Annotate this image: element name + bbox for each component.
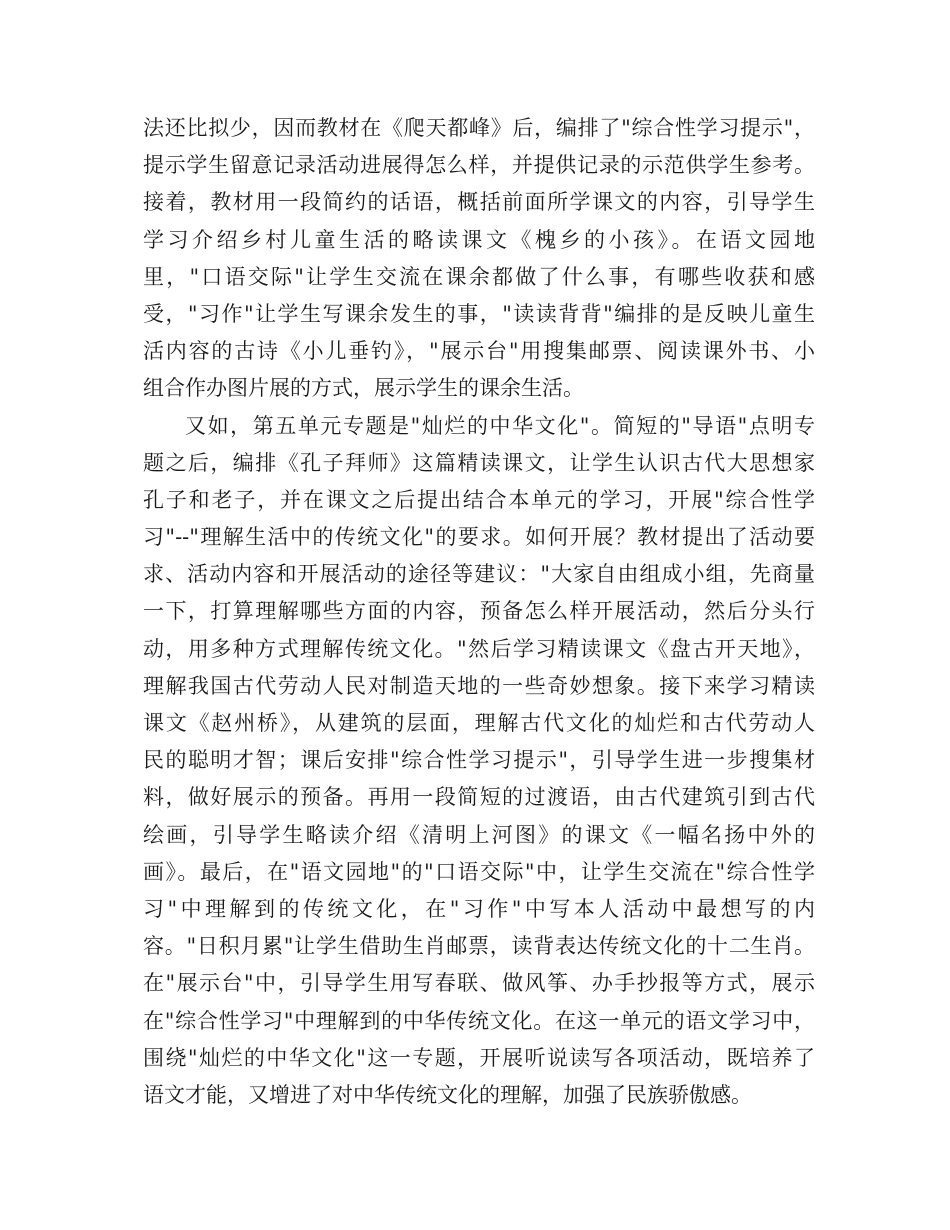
body-text (143, 110, 815, 1114)
text-line: 语文才能，又增进了对中华传统文化的理解，加强了民族骄傲感。 (143, 1082, 752, 1107)
text-line: 组合作办图片展的方式，展示学生的课余生活。 (143, 376, 584, 401)
text-line: 学习介绍乡村儿童生活的略读课文《槐乡的小孩》。在语文园地 (143, 227, 815, 252)
text-line: 理解我国古代劳动人民对制造天地的一些奇妙想象。接下来学习精读 (143, 673, 815, 698)
text-line: 习"--"理解生活中的传统文化"的要求。如何开展？教材提出了活动要 (143, 525, 815, 550)
text-line: 题之后，编排《孔子拜师》这篇精读课文，让学生认识古代大思想家 (143, 450, 815, 475)
text-line: 一下，打算理解哪些方面的内容，预备怎么样开展活动，然后分头行 (143, 599, 815, 624)
text-line: 受，"习作"让学生写课余发生的事，"读读背背"编排的是反映儿童生 (143, 301, 815, 326)
text-line: 民的聪明才智；课后安排"综合性学习提示"，引导学生进一步搜集材 (143, 748, 815, 773)
text-line: 料，做好展示的预备。再用一段简短的过渡语，由古代建筑引到古代 (143, 785, 815, 810)
text-line: 提示学生留意记录活动进展得怎么样，并提供记录的示范供学生参考。 (143, 153, 815, 178)
text-line: 法还比拟少，因而教材在《爬天都峰》后，编排了"综合性学习提示"， (143, 116, 815, 140)
text-line: 接着，教材用一段简约的话语，概括前面所学课文的内容，引导学生 (143, 190, 815, 215)
text-line: 活内容的古诗《小儿垂钓》，"展示台"用搜集邮票、阅读课外书、小 (143, 339, 815, 364)
text-line: 容。"日积月累"让学生借助生肖邮票，读背表达传统文化的十二生肖。 (143, 934, 815, 959)
text-line: 画》。最后，在"语文园地"的"口语交际"中，让学生交流在"综合性学 (143, 859, 815, 884)
paragraph-2 (143, 408, 815, 1115)
text-line: 围绕"灿烂的中华文化"这一专题，开展听说读写各项活动，既培养了 (143, 1045, 815, 1070)
text-line: 课文《赵州桥》，从建筑的层面，理解古代文化的灿烂和古代劳动人 (143, 711, 815, 735)
text-line: 习"中理解到的传统文化，在"习作"中写本人活动中最想写的内 (143, 896, 815, 921)
text-line: 孔子和老子，并在课文之后提出结合本单元的学习，开展"综合性学 (143, 487, 815, 512)
text-line: 在"综合性学习"中理解到的中华传统文化。在这一单元的语文学习中， (143, 1008, 815, 1033)
text-line: 在"展示台"中，引导学生用写春联、做风筝、办手抄报等方式，展示 (143, 971, 815, 996)
text-line: 求、活动内容和开展活动的途径等建议："大家自由组成小组，先商量 (143, 562, 815, 587)
text-line: 动，用多种方式理解传统文化。"然后学习精读课文《盘古开天地》， (143, 636, 815, 661)
text-line: 绘画，引导学生略读介绍《清明上河图》的课文《一幅名扬中外的 (143, 822, 815, 847)
paragraph-1 (143, 110, 815, 408)
text-line: 里，"口语交际"让学生交流在课余都做了什么事，有哪些收获和感 (143, 264, 815, 289)
text-line: 又如，第五单元专题是"灿烂的中华文化"。简短的"导语"点明专 (185, 413, 815, 438)
